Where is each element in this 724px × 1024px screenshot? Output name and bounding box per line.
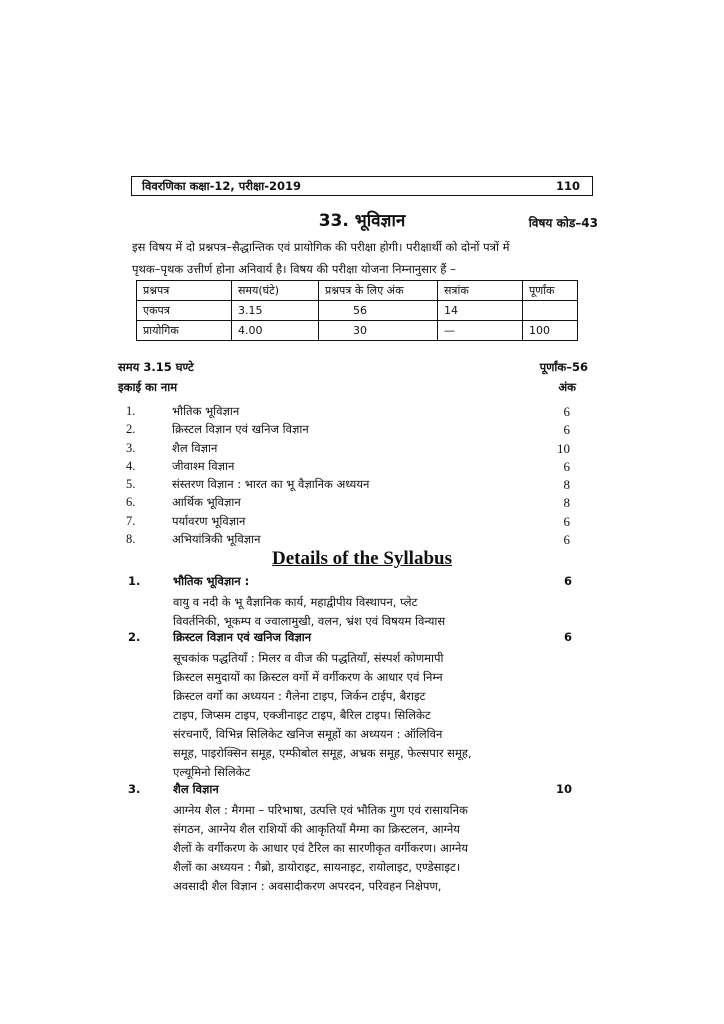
unit-marks: 10 [557, 440, 570, 456]
section-number: 1. [128, 574, 141, 588]
syllabus-section [128, 630, 578, 782]
table-cell: 56 [319, 301, 438, 321]
section-line: संगठन, आग्नेय शैल राशियों की आकृतियाँ मैग्मा का क्रिस्टलन, आग्नेय [173, 822, 460, 836]
table-header-cell: प्रश्नपत्र के लिए अंक [319, 281, 438, 301]
table-cell: 4.00 [232, 321, 319, 341]
section-line: क्रिस्टल समुदायों का क्रिस्टल वर्गो में वर्गीकरण के आधार एवं निम्न [173, 670, 443, 684]
list-item [126, 459, 578, 477]
table-cell: — [438, 321, 523, 341]
section-heading: क्रिस्टल विज्ञान एवं खनिज विज्ञान [173, 630, 312, 644]
table-row [137, 321, 578, 341]
syllabus-heading: Details of the Syllabus [272, 548, 452, 569]
full-marks-label: पूर्णांक–56 [539, 360, 588, 374]
unit-number: 6. [126, 495, 136, 510]
unit-name: क्रिस्टल विज्ञान एवं खनिज विज्ञान [172, 422, 309, 437]
table-cell: 14 [438, 301, 523, 321]
section-number: 3. [128, 782, 141, 796]
unit-number: 3. [126, 440, 136, 455]
unit-name: अभियांत्रिकी भूविज्ञान [172, 532, 261, 547]
unit-name: जीवाश्म विज्ञान [172, 458, 235, 473]
table-cell [523, 301, 578, 321]
table-header-cell: सत्रांक [438, 281, 523, 301]
unit-number: 4. [126, 458, 136, 473]
table-cell: 100 [523, 321, 578, 341]
table-header-row [137, 281, 578, 301]
section-line: आग्नेय शैल : मैगमा – परिभाषा, उत्पत्ति एवं भौतिक गुण एवं रासायनिक [173, 803, 468, 817]
table-cell: प्रायोगिक [137, 321, 232, 341]
list-item [126, 514, 578, 532]
time-and-marks-row [118, 360, 588, 375]
table-cell: 3.15 [232, 301, 319, 321]
section-line: वायु व नदी के भू वैज्ञानिक कार्य, महाद्वीपीय विस्थापन, प्लेट [173, 595, 418, 609]
unit-marks: 6 [563, 513, 570, 529]
marks-column-label: अंक [558, 380, 576, 394]
unit-name-label: इकाई का नाम [118, 380, 178, 394]
unit-number: 7. [126, 513, 136, 528]
section-line: शैलों के वर्गीकरण के आधार एवं टैरिल का सारणीकृत वर्गीकरण। आग्नेय [173, 841, 469, 855]
section-number: 2. [128, 630, 141, 644]
table-header-cell: प्रश्नपत्र [137, 281, 232, 301]
section-marks: 10 [555, 782, 572, 796]
page-number: 110 [555, 179, 580, 193]
table-cell: एकपत्र [137, 301, 232, 321]
unit-number: 2. [126, 422, 136, 437]
unit-marks: 6 [563, 458, 570, 474]
chapter-title: 33. भूविज्ञान [318, 211, 406, 231]
section-line: टाइप, जिप्सम टाइप, एक्जीनाइट टाइप, बैरिल टाइप। सिलिकेट [173, 708, 431, 722]
unit-name: शैल विज्ञान [172, 440, 218, 455]
section-body [173, 593, 573, 631]
section-body [173, 801, 573, 896]
section-line: समूह, पाइरोक्सिन समूह, एम्फीबोल समूह, अभ्रक समूह, फेल्सपार समूह, [173, 746, 472, 760]
unit-number: 1. [126, 404, 136, 418]
section-marks: 6 [563, 630, 572, 644]
unit-name: भौतिक भूविज्ञान [172, 404, 240, 418]
unit-list [126, 404, 578, 550]
list-item [126, 422, 578, 440]
table-cell: 30 [319, 321, 438, 341]
section-heading: शैल विज्ञान [173, 782, 219, 796]
header-title: विवरणिका कक्षा-12, परीक्षा-2019 [142, 179, 301, 193]
unit-number: 5. [126, 477, 136, 492]
section-line: संरचनाएँ, विभिन्न सिलिकेट खनिज समूहों का अध्ययन : ऑलिविन [173, 727, 443, 741]
time-label: समय 3.15 घण्टे [118, 360, 194, 374]
unit-marks: 8 [563, 477, 570, 493]
syllabus-section [128, 782, 578, 898]
intro-paragraph [132, 236, 596, 280]
unit-marks: 6 [563, 532, 570, 548]
section-line: अवसादी शैल विज्ञान : अवसादीकरण अपरदन, परिवहन निक्षेपण, [173, 879, 442, 893]
exam-scheme-table [136, 280, 578, 341]
unit-marks: 8 [563, 495, 570, 511]
table-row [137, 301, 578, 321]
unit-name: आर्थिक भूविज्ञान [172, 495, 241, 510]
intro-line: पृथक–पृथक उत्तीर्ण होना अनिवार्य है। विषय की परीक्षा योजना निम्नानुसार हैं – [132, 262, 456, 276]
unit-name: संस्तरण विज्ञान : भारत का भू वैज्ञानिक अध्ययन [172, 477, 370, 492]
table-header-cell: पूर्णांक [523, 281, 578, 301]
section-marks: 6 [563, 574, 572, 588]
table-header-cell: समय(घंटे) [232, 281, 319, 301]
unit-list-header [118, 380, 576, 395]
list-item [126, 404, 578, 422]
section-line: क्रिस्टल वर्गो का अध्ययन : गैलेना टाइप, जिर्कन टाईप, बैराइट [173, 689, 426, 703]
list-item [126, 477, 578, 495]
list-item [126, 495, 578, 513]
section-line: सूचकांक पद्धतियाँ : मिलर व वीज की पद्धतियाँ, संस्पर्श कोणमापी [173, 651, 444, 665]
unit-marks: 6 [563, 404, 570, 419]
section-line: विवर्तनिकी, भूकम्प व ज्वालामुखी, वलन, भ्रंश एवं विषयम विन्यास [173, 614, 446, 628]
section-line: एल्यूमिनो सिलिकेट [173, 765, 251, 779]
unit-number: 8. [126, 532, 136, 547]
page-header [131, 176, 593, 196]
unit-name: पर्यावरण भूविज्ञान [172, 513, 246, 528]
subject-code: विषय कोड–43 [528, 216, 598, 230]
section-line: शैलों का अध्ययन : गैब्रो, डायोराइट, सायनाइट, रायोलाइट, एण्डेसाइट। [173, 860, 461, 874]
section-heading: भौतिक भूविज्ञान : [173, 574, 250, 588]
unit-marks: 6 [563, 422, 570, 438]
intro-line: इस विषय में दो प्रश्नपत्र–सैद्धान्तिक एवं प्रायोगिक की परीक्षा होगी। परीक्षार्थी को दोनों पत्रों में [132, 240, 510, 254]
list-item [126, 441, 578, 459]
syllabus-section [128, 574, 578, 630]
section-body [173, 649, 573, 782]
